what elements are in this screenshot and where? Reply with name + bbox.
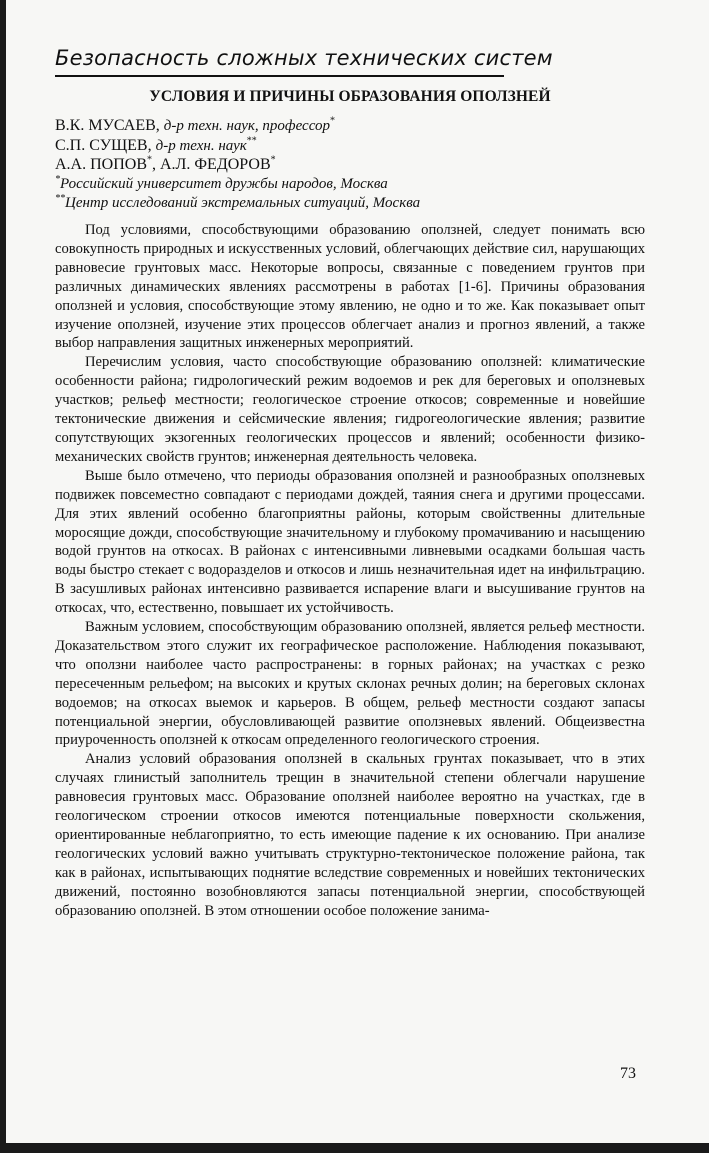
article-body bbox=[55, 221, 645, 921]
author-mark: * bbox=[147, 154, 152, 166]
author-name: А.А. ПОПОВ bbox=[55, 156, 147, 173]
affiliation-text: Российский университет дружбы народов, Москва bbox=[60, 176, 388, 192]
scan-edge-bottom bbox=[0, 1143, 709, 1153]
paragraph: Под условиями, способствующими образованию оползней, следует понимать всю совокупность природных и искусственных условий, облегчающих действие сил, нарушающих равновесие грунтовых масс. Некоторые вопросы, связанные с поведением грунтов при различных динамических явлениях рассмотрены в работах [1-6]. Причины образования оползней и условия, способствующие этому явлению, не одно и то же. Как показывает опыт изучение оползней, изучение этих процессов облегчает анализ и прогноз явлений, а также выбор направления защитных инженерных мероприятий. bbox=[55, 222, 645, 352]
page-number: 73 bbox=[620, 1065, 636, 1082]
affiliation-1 bbox=[55, 176, 388, 193]
author-mark: * bbox=[270, 154, 276, 166]
header-underline bbox=[55, 75, 504, 77]
author-line-3 bbox=[55, 156, 276, 174]
running-header: Безопасность сложных технических систем bbox=[55, 46, 553, 70]
paragraph: Важным условием, способствующим образованию оползней, является рельеф местности. Доказательством этого служит их географическое расположение. Наблюдения показывают, что оползни наиболее часто распространены: в горных районах; на участках с резко пересеченным рельефом; на высоких и крутых склонах речных долин; на береговых склонах водоемов; на откосах выемок и карьеров. В общем, рельеф местности создают запасы потенциальной энергии, обусловливающей развитие оползневых явлений. Общеизвестна приуроченность оползней к откосам определенного геологического строения. bbox=[55, 619, 645, 749]
author-name: С.П. СУЩЕВ, bbox=[55, 137, 152, 154]
author-degree: д-р техн. наук bbox=[155, 138, 247, 154]
author-mark: ** bbox=[246, 135, 257, 147]
author-degree: д-р техн. наук, профессор bbox=[163, 118, 330, 134]
affiliation-mark: ** bbox=[55, 193, 65, 204]
paragraph: Перечислим условия, часто способствующие образованию оползней: климатические особенности района; гидрологический режим водоемов и рек для береговых и оползневых участков; рельеф местности; геологическое строение откосов; современные и новейшие тектонические движения и сейсмические явления; гидрогеологические явления; развитие сопутствующих экзогенных геологических процессов и явлений; особенности физико-механических свойств грунтов; инженерная деятельность человека. bbox=[55, 354, 645, 465]
affiliation-text: Центр исследований экстремальных ситуаций, Москва bbox=[65, 195, 421, 211]
affiliation-2 bbox=[55, 195, 420, 212]
scan-edge-left bbox=[0, 0, 6, 1153]
paragraph: Анализ условий образования оползней в скальных грунтах показывает, что в этих случаях глинистый заполнитель трещин в значительной степени облегчали нарушение равновесия грунтовых масс. Образование оползней наиболее вероятно на участках, где в геологическом строении откосов имеются потенциальные поверхности скольжения, ориентированные неблагоприятно, то есть имеющие падение к их основанию. При анализе геологических условий важно учитывать структурно-тектоническое положение района, так как в районах, испытывающих поднятие вследствие современных и новейших тектонических движений, постоянно возобновляются запасы потенциальной энергии, способствующей образованию оползней. В этом отношении особое положение занима- bbox=[55, 751, 645, 919]
author-mark: * bbox=[329, 115, 335, 127]
article-title: УСЛОВИЯ И ПРИЧИНЫ ОБРАЗОВАНИЯ ОПОЛЗНЕЙ bbox=[149, 88, 551, 105]
paragraph: Выше было отмечено, что периоды образования оползней и разнообразных оползневых подвижек повсеместно совпадают с периодами дождей, таяния снега и другими процессами. Для этих явлений особенно благоприятны районы, которым свойственны длительные моросящие дожди, способствующие значительному и глубокому промачиванию и насыщению водой грунтов на откосах. В районах с интенсивными ливневыми осадками большая часть воды быстро стекает с водоразделов и откосов и лишь незначительная идет на инфильтрацию. В засушливых районах интенсивно развивается испарение влаги и высушивание грунтов на откосах, что, естественно, повышает их устойчивость. bbox=[55, 467, 645, 617]
author-name: В.К. МУСАЕВ, bbox=[55, 117, 160, 134]
author-line-2 bbox=[55, 137, 257, 155]
affiliation-mark: * bbox=[55, 174, 60, 185]
author-name: , А.Л. ФЕДОРОВ bbox=[152, 156, 271, 173]
author-line-1 bbox=[55, 117, 335, 135]
